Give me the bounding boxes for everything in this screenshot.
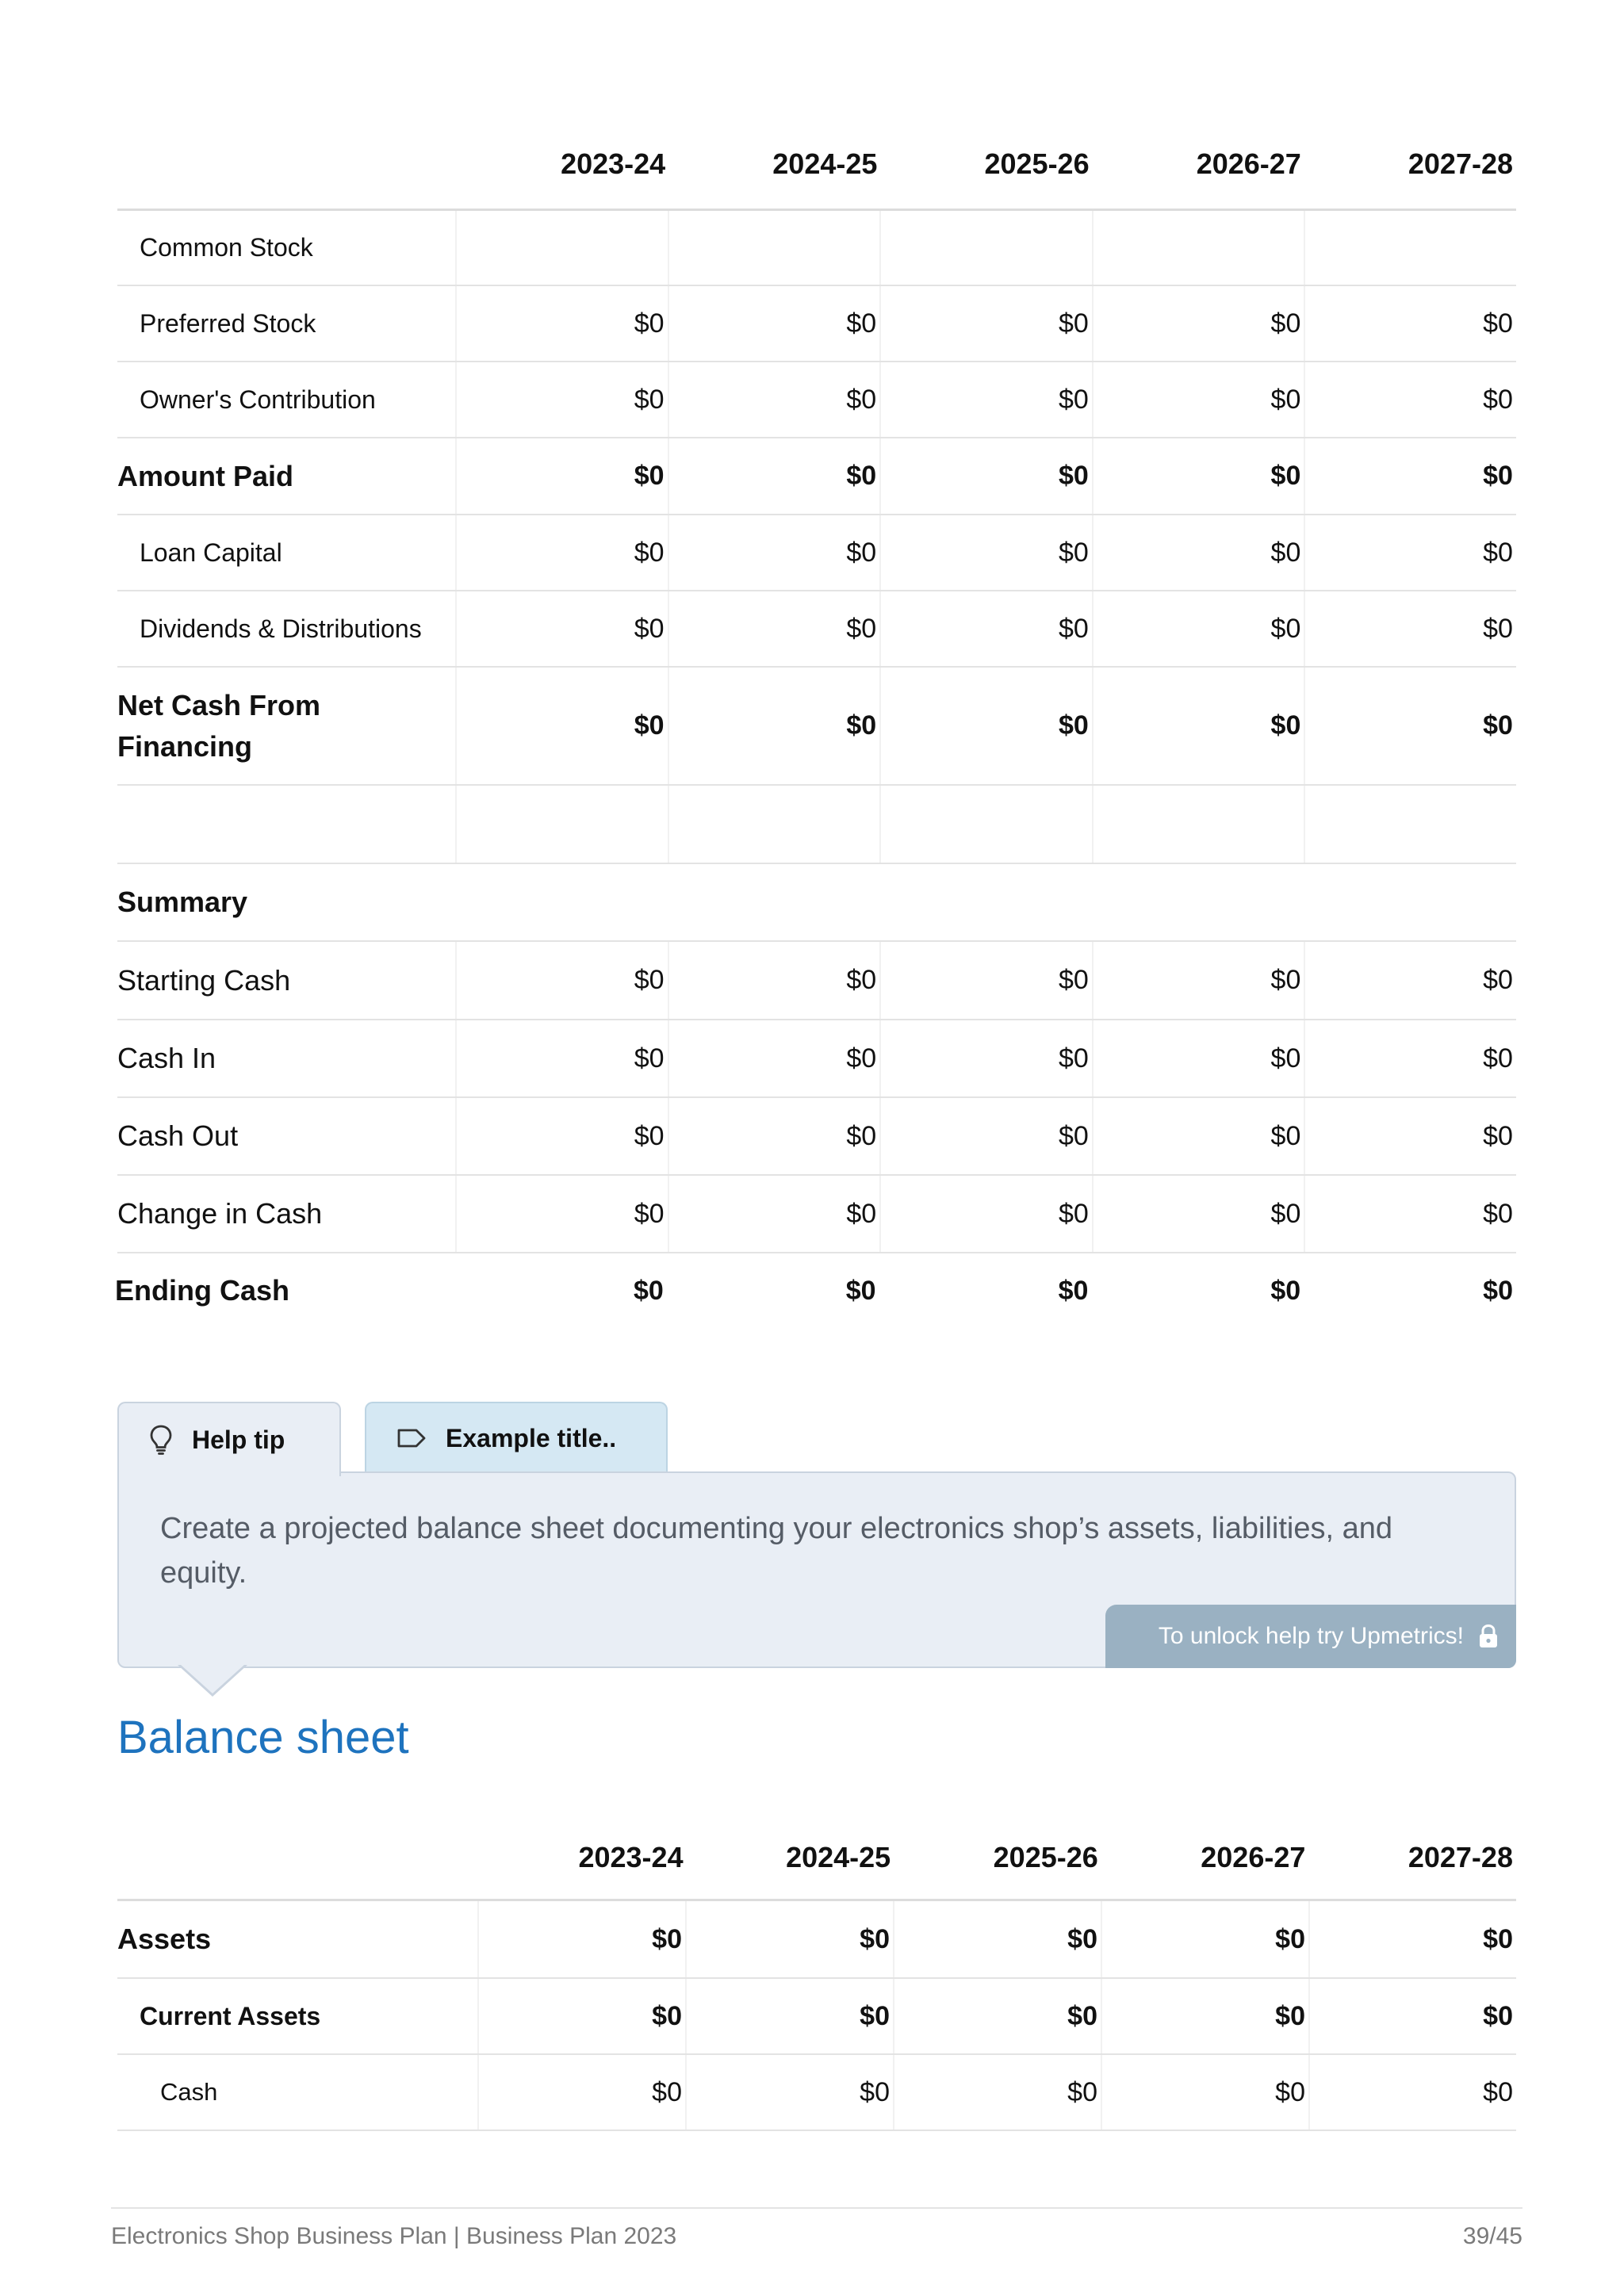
cell-value: $0 [457, 1020, 669, 1096]
cell-value: $0 [1483, 2000, 1513, 2031]
footer-document-title: Electronics Shop Business Plan | Business Plan 2023 [111, 2223, 677, 2249]
cell-value: $0 [1483, 461, 1513, 491]
cell-value: $0 [687, 1979, 894, 2053]
year-header: 2027-28 [1408, 1840, 1513, 1873]
table-row [117, 362, 1516, 438]
year-header: 2023-24 [578, 1840, 684, 1873]
table-row [117, 1176, 1516, 1253]
cell-value: $0 [1094, 668, 1306, 784]
table-row [117, 942, 1516, 1020]
year-header: 2026-27 [1196, 147, 1301, 180]
table-row-ending-cash [117, 1253, 1516, 1328]
page-footer [111, 2207, 1522, 2250]
cell-value: $0 [479, 1901, 687, 1977]
year-header: 2024-25 [786, 1840, 891, 1873]
cell-value: $0 [669, 1098, 882, 1174]
unlock-help-label: To unlock help try Upmetrics! [1158, 1623, 1464, 1649]
cell-value: $0 [1094, 1098, 1306, 1174]
row-label: Amount Paid [117, 438, 457, 514]
tag-icon [396, 1427, 427, 1449]
cell-value: $0 [669, 1020, 882, 1096]
year-header: 2025-26 [993, 1840, 1098, 1873]
cell-value [1094, 211, 1306, 285]
row-label: Owner's Contribution [117, 362, 457, 437]
cell-value: $0 [881, 1098, 1094, 1174]
cell-value: $0 [881, 362, 1094, 437]
cell-value: $0 [1483, 1923, 1513, 1954]
cell-value: $0 [669, 362, 882, 437]
tab-help-tip[interactable] [117, 1402, 341, 1476]
balance-sheet-table [117, 1816, 1516, 2131]
table-row [117, 286, 1516, 362]
tab-help-label: Help tip [192, 1425, 285, 1454]
cell-value: $0 [1483, 965, 1513, 995]
cell-value: $0 [1270, 1275, 1301, 1306]
financing-table [117, 119, 1516, 1328]
cell-value: $0 [669, 286, 882, 361]
cell-value: $0 [1094, 362, 1306, 437]
summary-heading-row [117, 864, 1516, 942]
row-label: Loan Capital [117, 515, 457, 590]
table-row [117, 211, 1516, 286]
spacer-cell [457, 786, 669, 863]
spacer-cell [669, 786, 882, 863]
spacer-cell [881, 786, 1094, 863]
cell-value: $0 [457, 438, 669, 514]
row-label: Cash Out [117, 1098, 457, 1174]
cell-value: $0 [1094, 1176, 1306, 1252]
cell-value: $0 [1094, 286, 1306, 361]
table-row [117, 515, 1516, 591]
row-label: Current Assets [117, 1979, 479, 2053]
help-tip-panel [117, 1471, 1516, 1668]
row-label: Common Stock [117, 211, 457, 285]
lightbulb-icon [149, 1424, 173, 1456]
year-header: 2024-25 [772, 147, 878, 180]
table-row [117, 1901, 1516, 1979]
cell-value: $0 [669, 515, 882, 590]
row-label: Dividends & Distributions [117, 591, 457, 666]
cell-value: $0 [479, 2055, 687, 2130]
cell-value: $0 [457, 591, 669, 666]
cell-value: $0 [1094, 942, 1306, 1019]
cell-value: $0 [633, 1275, 664, 1306]
year-header: 2025-26 [984, 147, 1090, 180]
row-label: Change in Cash [117, 1176, 457, 1252]
cell-value: $0 [687, 2055, 894, 2130]
cell-value: $0 [687, 1901, 894, 1977]
cell-value: $0 [669, 668, 882, 784]
table-row [117, 1098, 1516, 1176]
cell-value: $0 [1094, 515, 1306, 590]
table-header-row [117, 119, 1516, 211]
cell-value: $0 [1102, 2055, 1310, 2130]
cell-value: $0 [1483, 537, 1513, 568]
year-header: 2023-24 [561, 147, 666, 180]
cell-value: $0 [1483, 710, 1513, 740]
cell-value: $0 [881, 1020, 1094, 1096]
cell-value: $0 [1483, 308, 1513, 339]
table-row [117, 591, 1516, 668]
table-row [117, 2055, 1516, 2131]
row-label: Cash [117, 2055, 479, 2130]
cell-value: $0 [881, 1176, 1094, 1252]
cell-value: $0 [1094, 591, 1306, 666]
row-label: Ending Cash [115, 1274, 290, 1307]
cell-value [669, 211, 882, 285]
header-spacer [117, 119, 457, 209]
cell-value [457, 211, 669, 285]
cell-value: $0 [457, 668, 669, 784]
cell-value: $0 [1483, 2076, 1513, 2107]
row-label: Assets [117, 1901, 479, 1977]
cell-value: $0 [457, 362, 669, 437]
table-row [117, 1020, 1516, 1098]
header-spacer [117, 1816, 479, 1899]
cell-value: $0 [1483, 613, 1513, 644]
cell-value: $0 [457, 1176, 669, 1252]
year-header: 2026-27 [1201, 1840, 1306, 1873]
section-title: Balance sheet [117, 1712, 409, 1763]
cell-value: $0 [881, 286, 1094, 361]
cell-value: $0 [1058, 1275, 1089, 1306]
table-row [117, 438, 1516, 515]
cell-value: $0 [881, 515, 1094, 590]
cell-value: $0 [894, 1901, 1102, 1977]
cell-value: $0 [1483, 1275, 1513, 1306]
cell-value: $0 [669, 438, 882, 514]
unlock-help-button[interactable] [1105, 1605, 1516, 1668]
table-row [117, 668, 1516, 786]
cell-value: $0 [1102, 1901, 1310, 1977]
cell-value: $0 [881, 438, 1094, 514]
row-label: Starting Cash [117, 942, 457, 1019]
cell-value: $0 [881, 668, 1094, 784]
cell-value: $0 [894, 1979, 1102, 2053]
cell-value [1305, 211, 1516, 285]
help-tip-text: Create a projected balance sheet documenting your electronics shop’s assets, liabilities, and equity. [160, 1512, 1392, 1590]
cell-value: $0 [1094, 438, 1306, 514]
cell-value: $0 [457, 515, 669, 590]
summary-heading: Summary [117, 886, 248, 918]
cell-value: $0 [457, 286, 669, 361]
cell-value [881, 211, 1094, 285]
footer-page-number: 39/45 [1462, 2223, 1522, 2249]
spacer-cell [1305, 786, 1516, 863]
row-label [117, 668, 457, 784]
spacer-cell [1094, 786, 1306, 863]
lock-icon [1478, 1624, 1499, 1649]
spacer-cell [117, 786, 457, 863]
row-label: Cash In [117, 1020, 457, 1096]
row-label-text: Net Cash From Financing [117, 688, 321, 763]
cell-value: $0 [479, 1979, 687, 2053]
cell-value: $0 [457, 1098, 669, 1174]
cell-value: $0 [1094, 1020, 1306, 1096]
cell-value: $0 [881, 591, 1094, 666]
cell-value: $0 [669, 942, 882, 1019]
cell-value: $0 [669, 1176, 882, 1252]
cell-value: $0 [881, 942, 1094, 1019]
cell-value: $0 [894, 2055, 1102, 2130]
table-row [117, 1979, 1516, 2055]
cell-value: $0 [1483, 1120, 1513, 1151]
cell-value: $0 [1483, 1043, 1513, 1073]
cell-value: $0 [1483, 384, 1513, 415]
cell-value: $0 [1483, 1198, 1513, 1229]
cell-value: $0 [669, 591, 882, 666]
cell-value: $0 [845, 1275, 876, 1306]
cell-value: $0 [457, 942, 669, 1019]
table-header-row [117, 1816, 1516, 1901]
tab-example-title[interactable] [365, 1402, 668, 1473]
row-label: Preferred Stock [117, 286, 457, 361]
tab-example-label: Example title.. [446, 1423, 617, 1452]
cell-value: $0 [1102, 1979, 1310, 2053]
tip-pointer-fill [180, 1664, 245, 1693]
year-header: 2027-28 [1408, 147, 1514, 180]
spacer-row [117, 786, 1516, 864]
